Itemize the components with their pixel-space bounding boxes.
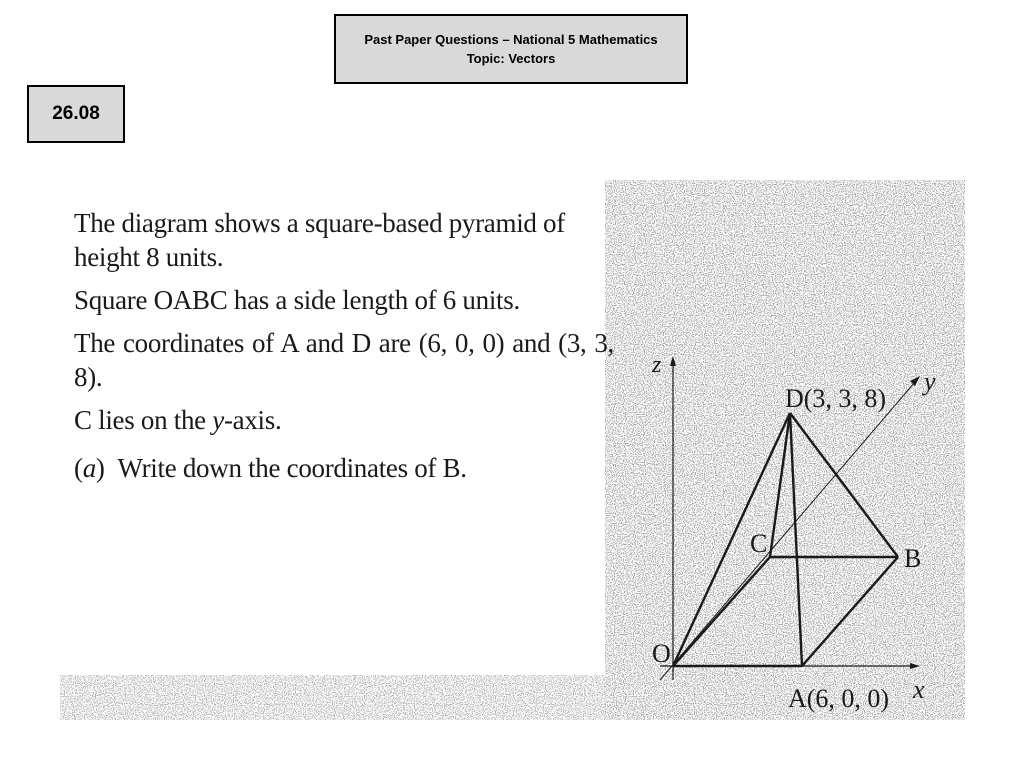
label-b: B bbox=[904, 544, 922, 573]
part-a-text: Write down the coordinates of B. bbox=[117, 453, 467, 483]
label-y: y bbox=[924, 367, 936, 396]
para-4-post: -axis. bbox=[223, 405, 282, 435]
x-axis-arrow bbox=[910, 663, 920, 669]
pyramid-diagram bbox=[640, 340, 970, 720]
question-code: 26.08 bbox=[52, 103, 100, 124]
para-4-pre: C lies on the bbox=[74, 405, 213, 435]
part-a-label: (a) bbox=[74, 453, 105, 483]
label-x: x bbox=[913, 675, 925, 704]
question-text bbox=[74, 206, 614, 494]
question-code-box bbox=[27, 85, 125, 143]
z-axis-arrow bbox=[670, 356, 676, 366]
edge-a-b bbox=[802, 557, 898, 666]
question-part-a bbox=[74, 451, 614, 485]
edge-a-d bbox=[790, 413, 802, 666]
label-c: C bbox=[750, 529, 768, 558]
question-para-4 bbox=[74, 403, 614, 437]
scanned-question bbox=[60, 180, 965, 720]
para-4-var: y bbox=[212, 405, 224, 435]
header-line-1: Past Paper Questions – National 5 Mathematics bbox=[364, 32, 658, 47]
header-line-2: Topic: Vectors bbox=[466, 51, 556, 66]
edge-o-c bbox=[673, 557, 770, 666]
label-a: A(6, 0, 0) bbox=[788, 684, 890, 713]
header-box bbox=[334, 14, 688, 84]
label-d: D(3, 3, 8) bbox=[785, 384, 887, 413]
label-o: O bbox=[652, 639, 671, 668]
question-para-1: The diagram shows a square-based pyramid of height 8 units. bbox=[74, 208, 565, 272]
question-para-3: The coordinates of A and D are (6, 0, 0) and (3, 3, 8). bbox=[74, 328, 614, 392]
edge-b-d bbox=[790, 413, 898, 557]
y-axis-arrow bbox=[910, 376, 920, 386]
question-para-2: Square OABC has a side length of 6 units. bbox=[74, 285, 520, 315]
label-z: z bbox=[652, 352, 662, 378]
